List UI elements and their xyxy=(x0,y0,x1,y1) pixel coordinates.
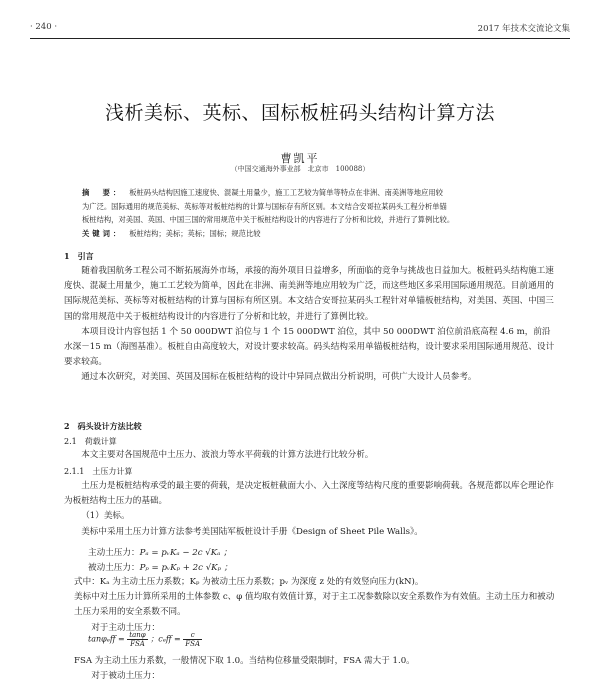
active-label: 对于主动土压力： xyxy=(91,622,160,633)
passive-label: 对于被动土压力： xyxy=(91,671,160,682)
paragraph: 式中：Kₐ 为主动土压力系数；Kₚ 为被动土压力系数；pᵥ 为深度 z 处的有效竖向压力(kN)。 xyxy=(74,577,424,587)
paragraph: 本项目设计内容包括 1 个 50 000DWT 泊位与 1 个 15 000DWT 泊位，其中 50 000DWT 泊位前沿底高程 4.6 m，前沿水深－15 m（海图基准）。板桩自由高度较大，对设计要求较高。码头结构采用单锚板桩结构，设计要求采用国际通用规范、设计要求较高。 xyxy=(64,326,555,368)
formula-passive-expr: Pₚ = pᵥKₚ + 2c √Kₚ ； xyxy=(139,563,233,573)
c-numerator: c xyxy=(183,631,202,640)
tan-lhs: tanφₑff = xyxy=(88,634,125,644)
tan-numerator: tanφ xyxy=(129,631,146,639)
formula-active-label: 主动土压力： xyxy=(88,548,140,558)
section-1-heading: 1 引言 xyxy=(64,251,94,261)
section-2-1-1-body xyxy=(64,479,556,540)
formula-active xyxy=(88,546,232,558)
tan-fraction xyxy=(127,631,147,648)
formula-passive-label: 被动土压力： xyxy=(88,563,140,573)
abstract-line-3: 板桩结构，对美国、英国、中国三国的常用规范中关于板桩结构设计的内容进行了分析和比较，并进行了算例比较。 xyxy=(82,215,455,224)
c-denominator: FSA xyxy=(185,640,201,648)
formula-active-expr: Pₐ = pᵥKₐ − 2c √Kₐ ； xyxy=(139,548,232,558)
header-rule xyxy=(30,38,570,39)
paragraph: 通过本次研究，对美国、英国及国标在板桩结构的设计中异同点做出分析说明，可供广大设计人员参考。 xyxy=(81,372,477,383)
paragraph: 土压力是板桩结构承受的最主要的荷载，是决定板桩截面大小、入土深度等结构尺度的重要影响荷载。各规范都以库仑理论作为板桩结构土压力的基础。 xyxy=(64,481,554,507)
abstract xyxy=(82,186,538,240)
author: 曹凯平 xyxy=(280,152,320,165)
abstract-text-1: 板桩码头结构因施工速度快、混凝土用量少，施工工艺较为简单等特点在非洲、南美洲等地应用较 xyxy=(129,188,443,197)
c-lhs: ；cₑff = xyxy=(150,634,181,644)
section-1-body xyxy=(64,264,556,386)
usa-subheading: （1）美标。 xyxy=(81,511,130,522)
c-fraction xyxy=(183,631,202,648)
keywords: 板桩结构；美标；英标；国标；规范比较 xyxy=(129,228,261,238)
abstract-label: 摘 要： xyxy=(82,188,124,197)
abstract-line-1 xyxy=(82,186,538,200)
section-2-heading: 2 码头设计方法比较 xyxy=(64,421,142,431)
paragraph: 美标中采用土压力计算方法参考美国陆军板桩设计手册《Design of Sheet Pile Walls》。 xyxy=(81,526,423,537)
section-2-1-body xyxy=(64,448,556,463)
affiliation: （中国交通海外事业部 北京市 100088） xyxy=(230,165,370,173)
formula-effective-params xyxy=(88,631,202,648)
paragraph: 本文主要对各国规范中土压力、波浪力等水平荷载的计算方法进行比较分析。 xyxy=(81,450,374,460)
tan-denominator: FSA xyxy=(130,640,145,648)
section-2-1-heading: 2.1 荷载计算 xyxy=(64,437,117,446)
abstract-line-2: 为广泛。国际通用的规范美标、英标等对板桩结构的计算与国标存有所区别。本文结合安哥拉某码头工程分析单锚 xyxy=(82,201,447,211)
paragraph: 美标中对土压力计算所采用的土体参数 c、φ 值均取有效值计算，对于主工况参数除以安全系数作为有效值。主动土压力和被动土压力采用的安全系数不同。 xyxy=(74,592,555,618)
keywords-label: 关键词： xyxy=(82,228,124,238)
collection-title: 2017 年技术交流论文集 xyxy=(477,24,570,34)
paragraph: 随着我国航务工程公司不断拓展海外市场，承接的海外项目日益增多，所面临的竞争与挑战也日益加大。板桩码头结构施工速度快、混凝土用量少，施工工艺较为简单，因此在非洲、南美洲等地应用较为广泛，而这些地区多采用国际通用规范。目前通用的国际规范美标、英标等对板桩结构的计算与国标有所区别。本文结合安哥拉某码头工程针对单锚板桩结构，对美国、英国、中国三国的常用规范中关于板桩结构设计的内容进行了分析和比较，并进行了算例比较。 xyxy=(64,266,554,322)
section-2-1-1-heading: 2.1.1 土压力计算 xyxy=(64,467,133,476)
paper-title: 浅析美标、英标、国标板桩码头结构计算方法 xyxy=(104,102,495,124)
fsa-note-block xyxy=(74,654,556,684)
keywords-line xyxy=(82,227,538,241)
formula-explanation xyxy=(74,575,556,636)
fsa-note: FSA 为主动土压力系数，一般情况下取 1.0。当结构位移量受限制时，FSA 需大于 1.0。 xyxy=(74,656,415,666)
page-number: · 240 · xyxy=(30,22,58,32)
formula-passive xyxy=(88,561,232,573)
